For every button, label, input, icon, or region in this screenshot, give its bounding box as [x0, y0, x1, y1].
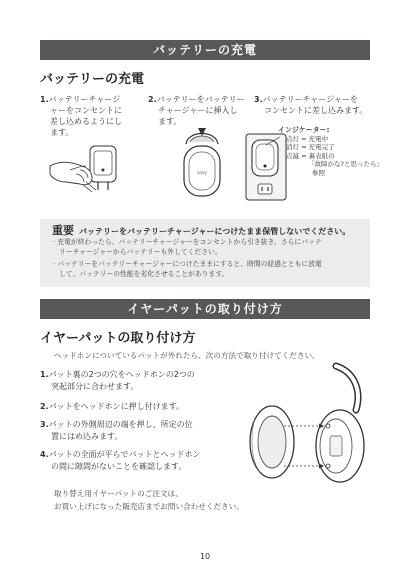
indicator-legend [278, 126, 383, 177]
earpad-intro: ヘッドホンについているパットが外れたら、次の方法で取り付けてください。 [54, 351, 320, 360]
replacement-order-line: お買い上げになった販売店までお問い合わせください。 [54, 502, 244, 511]
earpad-attach-illustration [244, 362, 370, 488]
step-text: ます。 [50, 128, 74, 137]
section-banner-earpad: イヤーパットの取り付け方 [40, 299, 370, 319]
page-number: 10 [199, 552, 211, 561]
indicator-line: 消灯 = 充電完了 [286, 143, 335, 151]
indicator-line: 点滅 = 裏表紙の [286, 151, 335, 160]
indicator-line: 参照 [312, 168, 325, 177]
note-line: · 充電が終わったら、バッテリーチャージャーをコンセントから引き抜き、さらにバッテ [53, 238, 322, 246]
step-number: 2. [40, 402, 49, 411]
battery-insert-illustration [176, 122, 228, 202]
battery-step-3 [254, 94, 374, 116]
note-line: · バッテリーをバッテリーチャージャーにつけたままにすると、時間の経過とともに放電 [53, 260, 322, 268]
earpad-step-2 [40, 401, 184, 413]
earpad-step-4 [40, 449, 201, 473]
important-headline: バッテリーをバッテリーチャージャーにつけたまま保管しないでください。 [79, 227, 351, 236]
step-number: 4. [40, 450, 49, 459]
step-text: ャーをコンセントに [50, 106, 122, 115]
important-note-heading [52, 222, 350, 238]
step-text: コンセントに差し込みます。 [264, 106, 368, 115]
step-text: 突起部分に合わせます。 [51, 382, 139, 391]
step-number: 1. [40, 95, 49, 104]
step-text: 差し込めるようにし [50, 117, 122, 126]
indicator-line: 点灯 = 充電中 [286, 134, 329, 143]
step-text: パット裏の2つの穴をヘッドホンの2つの [48, 370, 195, 379]
indicator-line: 「故障かな?と思ったら」 [308, 160, 383, 168]
battery-step-1 [40, 94, 138, 138]
step-text: パットの外側周辺の端を押し、所定の位 [48, 420, 193, 429]
step-text: ます。 [158, 117, 182, 126]
section-heading-battery: バッテリーの充電 [40, 72, 145, 87]
step-text: の間に隙間がないことを確認します。 [51, 462, 187, 471]
step-number: 2. [148, 95, 157, 104]
section-heading-earpad: イヤーパットの取り付け方 [40, 331, 196, 346]
replacement-order-line: 取り替え用イヤーパットのご注文は、 [54, 489, 183, 498]
step-text: 置にはめ込みます。 [51, 432, 123, 441]
charger-hand-illustration [46, 140, 130, 198]
note-line: リーチャージャーからバッテリーも外してください。 [59, 248, 222, 256]
step-text: パットの全面が平らでパットとヘッドホン [48, 450, 201, 459]
step-text: パットをヘッドホンに押し付けます。 [48, 402, 184, 411]
step-text: チャージャーに挿入し [158, 106, 238, 115]
indicator-pointer-line [266, 136, 282, 146]
indicator-title: インジケーター: [278, 126, 330, 134]
step-text: バッテリーをバッテリー [156, 95, 245, 104]
step-text: バッテリーチャージ [48, 95, 121, 104]
step-number: 1. [40, 370, 49, 379]
step-number: 3. [40, 420, 49, 429]
step-text: バッテリーチャージャーを [262, 95, 359, 104]
important-label: 重要 [52, 224, 74, 237]
svg-text:sony: sony [197, 170, 207, 175]
section-banner-battery: バッテリーの充電 [40, 40, 370, 60]
note-line: して、バッテリーの性能を劣化させることがあります。 [59, 270, 229, 278]
earpad-step-3 [40, 419, 193, 443]
step-number: 3. [254, 95, 263, 104]
earpad-step-1 [40, 369, 195, 393]
